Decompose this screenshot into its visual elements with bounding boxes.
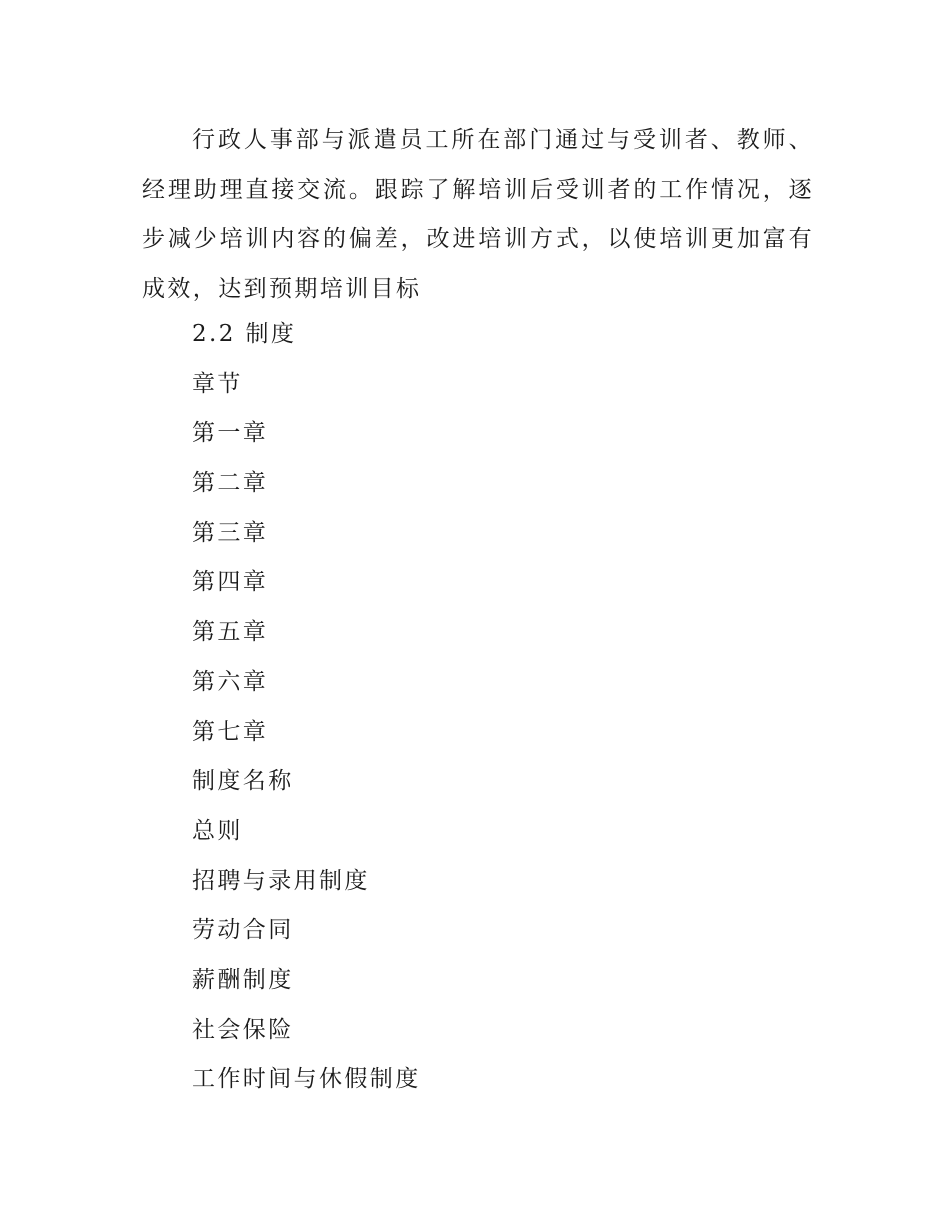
document-lines	[192, 310, 421, 1105]
text-line: 劳动合同	[192, 917, 294, 944]
text-line: 第五章	[192, 619, 269, 646]
text-line: 第三章	[192, 519, 269, 546]
text-line: 招聘与录用制度	[192, 867, 370, 894]
text-line: 制度名称	[192, 768, 294, 795]
text-line: 薪酬制度	[192, 966, 294, 993]
text-line: 第七章	[192, 718, 269, 745]
text-line: 工作时间与休假制度	[192, 1066, 421, 1093]
text-line: 总则	[192, 817, 243, 844]
text-line: 第二章	[192, 470, 269, 497]
text-line: 第一章	[192, 420, 269, 447]
text-line: 社会保险	[192, 1016, 294, 1043]
text-line: 第四章	[192, 569, 269, 596]
section-heading: 2.2 制度	[192, 321, 297, 347]
body-paragraph: 行政人事部与派遣员工所在部门通过与受训者、教师、经理助理直接交流。跟踪了解培训后受训者的工作情况，逐步减少培训内容的偏差，改进培训方式，以使培训更加富有成效，达到预期培训目标	[142, 127, 814, 302]
text-line: 章节	[192, 370, 243, 397]
text-line: 第六章	[192, 668, 269, 695]
